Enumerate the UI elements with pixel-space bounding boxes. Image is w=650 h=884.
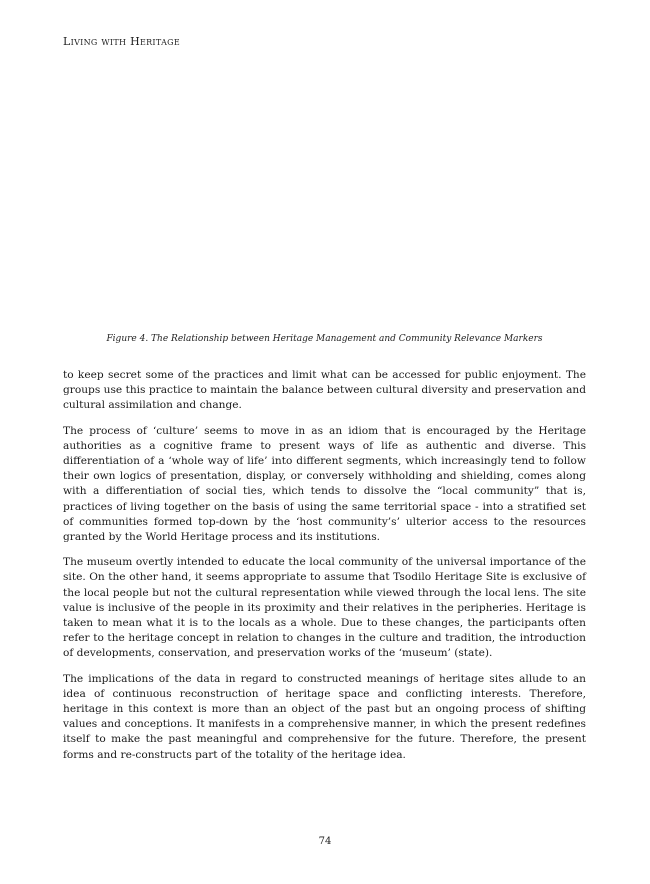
paragraph: to keep secret some of the practices and limit what can be accessed for public enjoyment. The groups use this practice to maintain the balance between cultural diversity and preservation and cultural assimilation and change.	[63, 369, 586, 412]
figure-placeholder	[63, 60, 586, 325]
running-head: Living with Heritage	[63, 35, 181, 48]
page-number: 74	[318, 836, 332, 847]
body-text	[63, 368, 586, 773]
figure-caption: Figure 4. The Relationship between Heritage Management and Community Relevance Markers	[106, 334, 543, 344]
paragraph: The implications of the data in regard to constructed meanings of heritage sites allude to an idea of continuous reconstruction of heritage space and conflicting interests. Therefore, heritage in this context is more than an object of the past but an ongoing process of shifting values and conceptions. It manifests in a comprehensive manner, in which the present redefines itself to make the past meaningful and comprehensive for the future. Therefore, the present forms and re-constructs part of the totality of the heritage idea.	[63, 672, 586, 761]
paragraph: The process of ‘culture’ seems to move in as an idiom that is encouraged by the Heritage authorities as a cognitive frame to present ways of life as authentic and diverse. This differentiation of a ‘whole way of life’ into different segments, which increasingly tend to follow their own logics of presentation, display, or conversely withholding and shielding, comes along with a differentiation of social ties, which tends to dissolve the “local community” that is, practices of living together on the basis of using the same territorial space - into a stratified set of communities formed top-down by the ‘host community’s’ ulterior access to the resources granted by the World Heritage process and its institutions.	[63, 424, 586, 544]
paragraph: The museum overtly intended to educate the local community of the universal importance of the site. On the other hand, it seems appropriate to assume that Tsodilo Heritage Site is exclusive of the local people but not the cultural representation while viewed through the local lens. The site value is inclusive of the people in its proximity and their relatives in the peripheries. Heritage is taken to mean what it is to the locals as a whole. Due to these changes, the participants often refer to the heritage concept in relation to changes in the culture and tradition, the introduction of developments, conservation, and preservation works of the ‘museum’ (state).	[63, 556, 586, 660]
